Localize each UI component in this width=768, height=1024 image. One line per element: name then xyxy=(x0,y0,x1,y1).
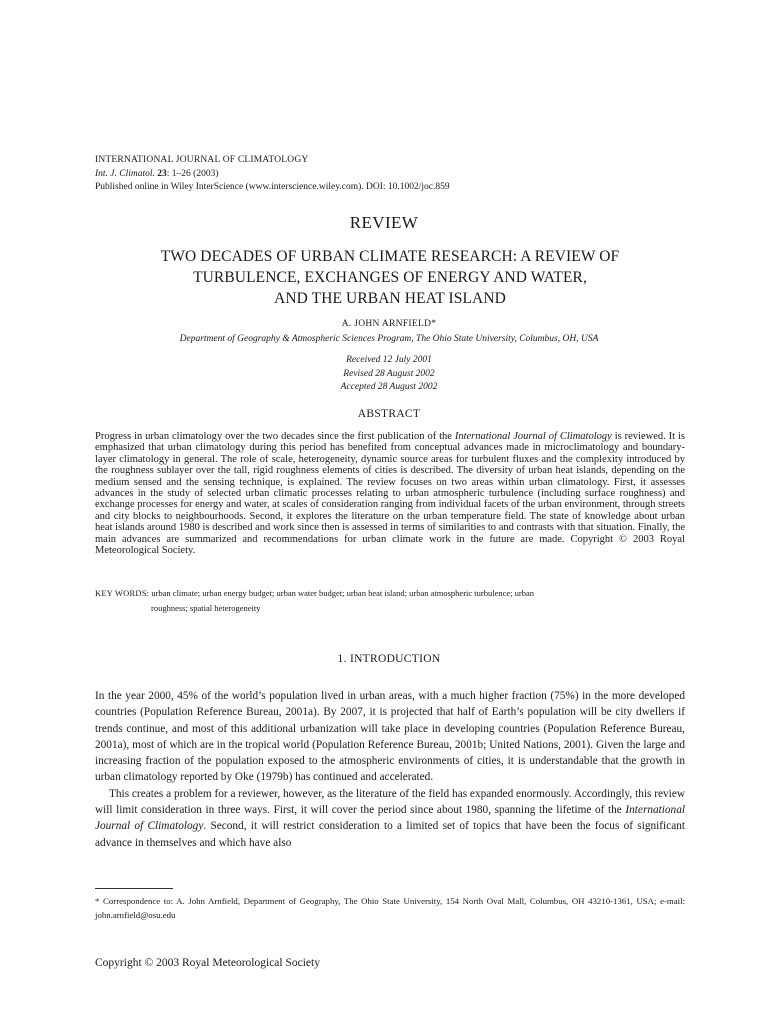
paragraph: In the year 2000, 45% of the world’s population lived in urban areas, with a much higher fraction (75%) in the more developed countries (Population Reference Bureau, 2001a). By 2007, it is projected that half of Earth’s population will be city dwellers if trends continue, and most of this additional urbanization will take place in developing countries (Population Reference Bureau, 2001a), most of which are in the tropical world (Population Reference Bureau, 2001b; United Nations, 2001). Given the large and increasing fraction of the population exposed to the atmospheric environments of cities, it is understandable that the growth in urban climatology reported by Oke (1979b) has continued and accelerated. xyxy=(95,690,685,784)
article-title xyxy=(95,246,685,309)
title-line: TURBULENCE, EXCHANGES OF ENERGY AND WATER, xyxy=(193,269,587,286)
journal-header xyxy=(95,154,450,195)
abstract-heading: ABSTRACT xyxy=(357,408,421,420)
citation-pages: : 1–26 (2003) xyxy=(166,168,219,179)
article-dates xyxy=(0,354,768,395)
author-name: A. JOHN ARNFIELD* xyxy=(341,319,437,329)
date-received: Received 12 July 2001 xyxy=(346,355,432,365)
title-line: AND THE URBAN HEAT ISLAND xyxy=(274,290,506,307)
abstract-text-part: Progress in urban climatology over the two decades since the first publication of the xyxy=(95,431,455,442)
keywords-line: urban climate; urban energy budget; urban water budget; urban heat island; urban atmospheric turbulence; urban xyxy=(151,588,534,598)
journal-citation xyxy=(95,168,450,182)
date-revised: Revised 28 August 2002 xyxy=(343,368,435,379)
introduction-body xyxy=(95,688,685,851)
abstract-text-part: is reviewed. It is emphasized that urban climatology during this period has benefited from conceptual advances made in microclimatology and boundary-layer climatology in general. The role of scale, heterogeneity, dynamic source areas for turbulent fluxes and the complexity introduced by the roughness sublayer over the tall, rigid roughness elements of cities is described. The diversity of urban heat islands, depending on the medium sensed and the sensing technique, is explained. The review focuses on two areas within urban climatology. First, it assesses advances in the study of selected urban climatic processes relating to urban atmospheric turbulence (including surface roughness) and exchange processes for energy and water, at scales of consideration ranging from individual facets of the urban environment, through streets and city blocks to neighbourhoods. Second, it explores the literature on the urban temperature field. The state of knowledge about urban heat islands around 1980 is described and work since then is assessed in terms of similarities to and contrasts with that situation. Finally, the main advances are summarized and recommendations for urban climate work in the future are made. Copyright © 2003 Royal Meteorological Society. xyxy=(95,431,685,557)
footnote-divider xyxy=(95,888,173,889)
paragraph-journal-name: International Journal of Climatology xyxy=(95,804,685,833)
abstract-journal-name: International Journal of Climatology xyxy=(454,431,612,442)
article-type-label: REVIEW xyxy=(349,213,419,232)
date-accepted: Accepted 28 August 2002 xyxy=(340,382,438,392)
citation-volume: 23 xyxy=(157,168,167,179)
abstract-text xyxy=(95,431,685,556)
keywords xyxy=(95,586,685,616)
paragraph-part: This creates a problem for a reviewer, however, as the literature of the field has expanded enormously. Accordingly, this review will limit consideration in three ways. First, it will cover the period since about 1980, spanning the lifetime of the xyxy=(95,787,685,817)
section-heading-introduction: 1. INTRODUCTION xyxy=(337,653,441,665)
keywords-line: roughness; spatial heterogeneity xyxy=(151,603,261,613)
paragraph-part: . Second, it will restrict consideration to a limited set of topics that have been the focus of significant advance in themselves and which have also xyxy=(95,820,685,849)
title-line: TWO DECADES OF URBAN CLIMATE RESEARCH: A REVIEW OF xyxy=(160,248,620,265)
correspondence-footnote: * Correspondence to: A. John Arnfield, Department of Geography, The Ohio State University, 154 North Oval Mall, Columbus, OH 43210-1361, USA; e-mail: john.arnfield@osu.edu xyxy=(95,896,685,920)
paragraph xyxy=(95,786,685,851)
author-affiliation: Department of Geography & Atmospheric Sciences Program, The Ohio State University, Columbus, OH, USA xyxy=(179,334,599,344)
keywords-label: KEY WORDS: xyxy=(95,588,150,598)
published-online-line: Published online in Wiley InterScience (www.interscience.wiley.com). DOI: 10.1002/joc.859 xyxy=(95,182,450,192)
copyright-footer: Copyright © 2003 Royal Meteorological Society xyxy=(95,957,320,969)
journal-name: INTERNATIONAL JOURNAL OF CLIMATOLOGY xyxy=(95,155,309,165)
citation-journal: Int. J. Climatol. xyxy=(95,168,155,179)
